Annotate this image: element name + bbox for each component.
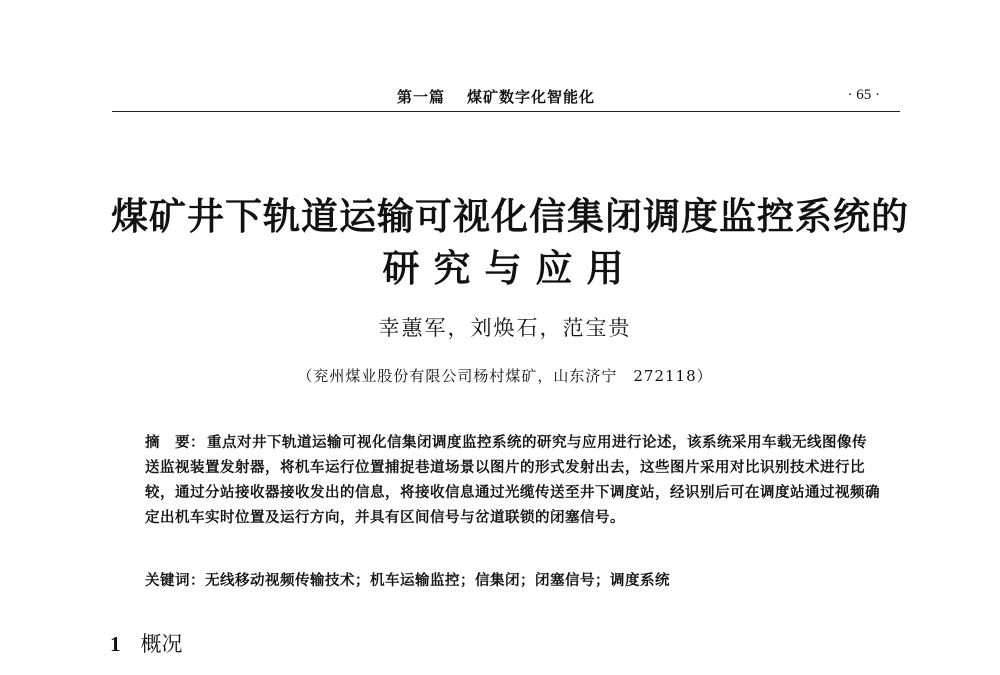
header-rule (112, 111, 900, 112)
abstract-text: 重点对井下轨道运输可视化信集闭调度监控系统的研究与应用进行论述，该系统采用车载无线图像传送监视装置发射器，将机车运行位置捕捉巷道场景以图片的形式发射出去，这些图片采用对比识别技术进行比较，通过分站接收器接收发出的信息，将接收信息通过光缆传送至井下调度站，经识别后可在调度站通过视频确定出机车实时位置及运行方向，并具有区间信号与岔道联锁的闭塞信号。 (145, 434, 880, 526)
section-number: 1 (110, 632, 121, 656)
paper-title (90, 190, 930, 294)
keywords-text: 无线移动视频传输技术；机车运输监控；信集闭；闭塞信号；调度系统 (205, 572, 670, 589)
page-number: · 65 · (847, 87, 880, 103)
title-line-2: 研究与应用 (382, 246, 638, 290)
header-section: 煤矿数字化智能化 (467, 88, 596, 106)
authors: 幸蕙军，刘焕石，范宝贵 (378, 316, 632, 340)
abstract-label: 摘 要： (145, 434, 205, 451)
section-heading (110, 628, 183, 658)
abstract (145, 430, 880, 530)
running-header (112, 86, 900, 110)
header-part: 第一篇 (397, 88, 446, 106)
section-title: 概况 (140, 632, 183, 656)
keywords-label: 关键词： (145, 573, 205, 589)
running-header-title (397, 86, 595, 107)
title-line-1: 煤矿井下轨道运输可视化信集闭调度监控系统的 (111, 194, 909, 238)
affiliation: （兖州煤业股份有限公司杨村煤矿，山东济宁 272118） (297, 367, 713, 385)
keywords (145, 569, 880, 590)
